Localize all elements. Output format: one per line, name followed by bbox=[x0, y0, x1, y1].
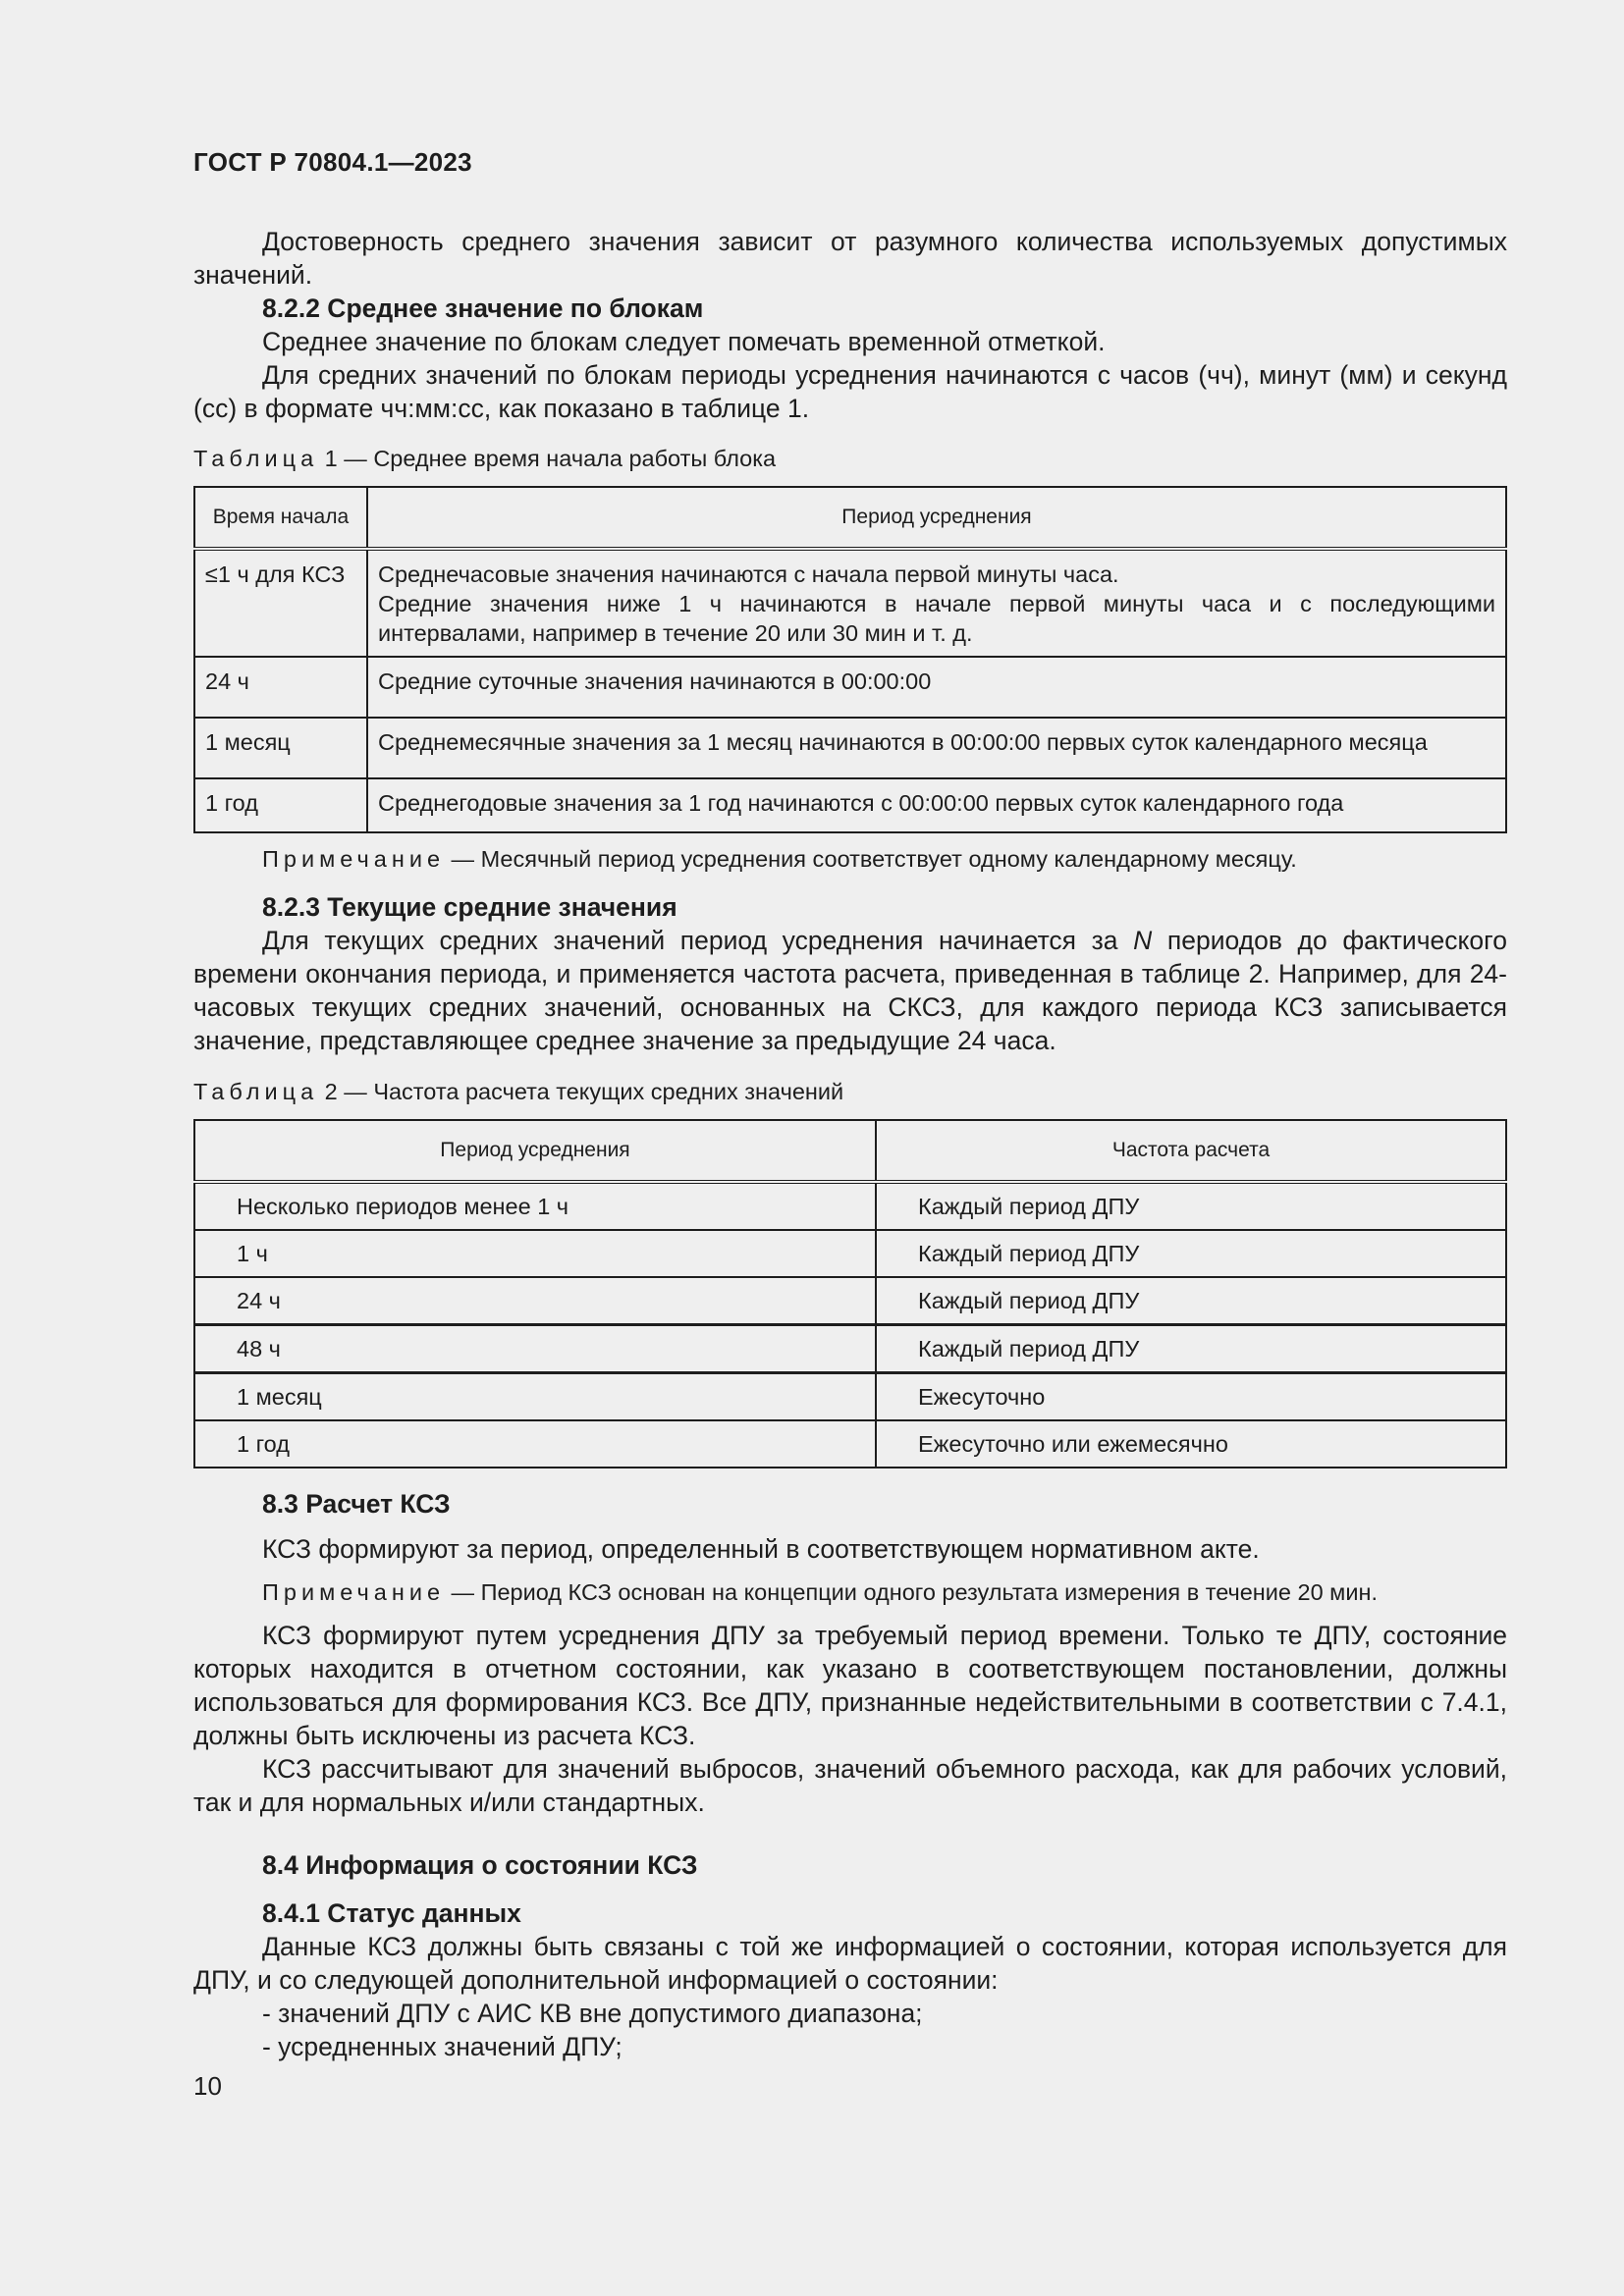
table1 bbox=[193, 486, 1507, 833]
page-number: 10 bbox=[193, 2071, 222, 2101]
heading-8-2-2: 8.2.2 Среднее значение по блокам bbox=[262, 294, 704, 323]
paragraph-ksz-period: КСЗ формируют за период, определенный в соответствующем нормативном акте. bbox=[262, 1534, 1260, 1564]
table2-cell-frequency: Ежесуточно bbox=[876, 1373, 1506, 1421]
table-row bbox=[194, 718, 1506, 778]
note2-label: Примечание bbox=[262, 1579, 446, 1605]
note1 bbox=[193, 844, 1507, 874]
table1-cell-start: ≤1 ч для КСЗ bbox=[194, 549, 367, 657]
table1-caption bbox=[193, 444, 1507, 473]
paragraph-reliability: Достоверность среднего значения зависит от разумного количества используемых допустимых значений. bbox=[193, 227, 1507, 290]
table2-cell-frequency: Каждый период ДПУ bbox=[876, 1325, 1506, 1373]
table2-caption-text: 2 — Частота расчета текущих средних значений bbox=[318, 1079, 844, 1104]
table1-cell-period: Средние суточные значения начинаются в 00:00:00 bbox=[367, 657, 1506, 718]
heading-8-2-3: 8.2.3 Текущие средние значения bbox=[262, 892, 677, 922]
table-row bbox=[194, 1277, 1506, 1325]
paragraph-ksz-forming: КСЗ формируют путем усреднения ДПУ за требуемый период времени. Только те ДПУ, состояние которых находится в отчетном состоянии, как указано в соответствующем постановлении, должны использоваться для формирования КСЗ. Все ДПУ, признанные недействительными в соответствии с 7.4.1, должны быть исключены из расчета КСЗ. bbox=[193, 1621, 1507, 1750]
running-averages-text-b: периодов до фактического времени окончания периода, и применяется частота расчета, приведенная в таблице 2. Например, для 24-часовых текущих средних значений, основанных на СКСЗ, для каждого периода КСЗ записывается значение, представляющее среднее значение за предыдущие 24 часа. bbox=[193, 926, 1507, 1055]
list-item: - усредненных значений ДПУ; bbox=[262, 2032, 623, 2061]
table-row bbox=[194, 549, 1506, 657]
doc-header: ГОСТ Р 70804.1—2023 bbox=[193, 147, 472, 177]
paragraph-block-periods: Для средних значений по блокам периоды усреднения начинаются с часов (чч), минут (мм) и секунд (сс) в формате чч:мм:сс, как показано в таблице 1. bbox=[193, 360, 1507, 423]
table1-caption-text: 1 — Среднее время начала работы блока bbox=[318, 446, 777, 471]
table-row bbox=[194, 1182, 1506, 1230]
table2-caption bbox=[193, 1077, 1507, 1106]
note2-text: — Период КСЗ основан на концепции одного результата измерения в течение 20 мин. bbox=[445, 1579, 1378, 1605]
paragraph-block-timestamp: Среднее значение по блокам следует помечать временной отметкой. bbox=[262, 327, 1106, 356]
table2-cell-period: 24 ч bbox=[194, 1277, 876, 1325]
table-row bbox=[194, 1230, 1506, 1277]
table1-cell-start: 24 ч bbox=[194, 657, 367, 718]
heading-8-3: 8.3 Расчет КСЗ bbox=[262, 1489, 451, 1519]
table1-cell-start: 1 месяц bbox=[194, 718, 367, 778]
table-row bbox=[194, 1373, 1506, 1421]
table1-cell-period bbox=[367, 549, 1506, 657]
running-averages-text-a: Для текущих средних значений период усреднения начинается за bbox=[262, 926, 1134, 955]
table2-cell-period: Несколько периодов менее 1 ч bbox=[194, 1182, 876, 1230]
table1-cell-line: Средние значения ниже 1 ч начинаются в начале первой минуты часа и с последующими интервалами, например в течение 20 или 30 мин и т. д. bbox=[378, 591, 1495, 646]
table1-header-start: Время начала bbox=[194, 487, 367, 549]
table2-cell-frequency: Каждый период ДПУ bbox=[876, 1182, 1506, 1230]
section-8-4 bbox=[193, 1848, 1507, 1882]
list-item: - значений ДПУ с АИС КВ вне допустимого диапазона; bbox=[262, 1999, 923, 2028]
table2-cell-frequency: Ежесуточно или ежемесячно bbox=[876, 1420, 1506, 1468]
table2-cell-period: 48 ч bbox=[194, 1325, 876, 1373]
table-row bbox=[194, 778, 1506, 832]
table2-cell-period: 1 месяц bbox=[194, 1373, 876, 1421]
table2-cell-frequency: Каждый период ДПУ bbox=[876, 1277, 1506, 1325]
table2-caption-word: Таблица bbox=[193, 1079, 319, 1104]
table1-cell-period: Среднемесячные значения за 1 месяц начинаются в 00:00:00 первых суток календарного месяца bbox=[367, 718, 1506, 778]
table-row bbox=[194, 1420, 1506, 1468]
table-row bbox=[194, 1325, 1506, 1373]
table2-header-frequency: Частота расчета bbox=[876, 1120, 1506, 1182]
table2-cell-period: 1 год bbox=[194, 1420, 876, 1468]
section-8-4-1 bbox=[193, 1896, 1507, 2063]
table1-caption-word: Таблица bbox=[193, 446, 319, 471]
heading-8-4: 8.4 Информация о состоянии КСЗ bbox=[262, 1850, 698, 1880]
table1-cell-line: Среднечасовые значения начинаются с начала первой минуты часа. bbox=[378, 561, 1119, 587]
table1-cell-period: Среднегодовые значения за 1 год начинаются с 00:00:00 первых суток календарного года bbox=[367, 778, 1506, 832]
table-header-row bbox=[194, 1120, 1506, 1182]
note1-label: Примечание bbox=[262, 846, 446, 872]
section-8-2-2 bbox=[193, 225, 1507, 425]
table-header-row bbox=[194, 487, 1506, 549]
running-averages-n: N bbox=[1133, 926, 1153, 955]
table2-header-period: Период усреднения bbox=[194, 1120, 876, 1182]
paragraph-running-averages bbox=[193, 924, 1507, 1057]
table2 bbox=[193, 1119, 1507, 1468]
table1-cell-start: 1 год bbox=[194, 778, 367, 832]
section-8-3 bbox=[193, 1487, 1507, 1819]
paragraph-ksz-calc: КСЗ рассчитывают для значений выбросов, значений объемного расхода, как для рабочих условий, так и для нормальных и/или стандартных. bbox=[193, 1754, 1507, 1817]
heading-8-4-1: 8.4.1 Статус данных bbox=[262, 1898, 521, 1928]
section-8-2-3 bbox=[193, 890, 1507, 1057]
table2-cell-frequency: Каждый период ДПУ bbox=[876, 1230, 1506, 1277]
table2-cell-period: 1 ч bbox=[194, 1230, 876, 1277]
note1-text: — Месячный период усреднения соответствует одному календарному месяцу. bbox=[445, 846, 1297, 872]
paragraph-data-status: Данные КСЗ должны быть связаны с той же информацией о состоянии, которая используется для ДПУ, и со следующей дополнительной информацией о состоянии: bbox=[193, 1932, 1507, 1995]
table-row bbox=[194, 657, 1506, 718]
table1-header-period: Период усреднения bbox=[367, 487, 1506, 549]
